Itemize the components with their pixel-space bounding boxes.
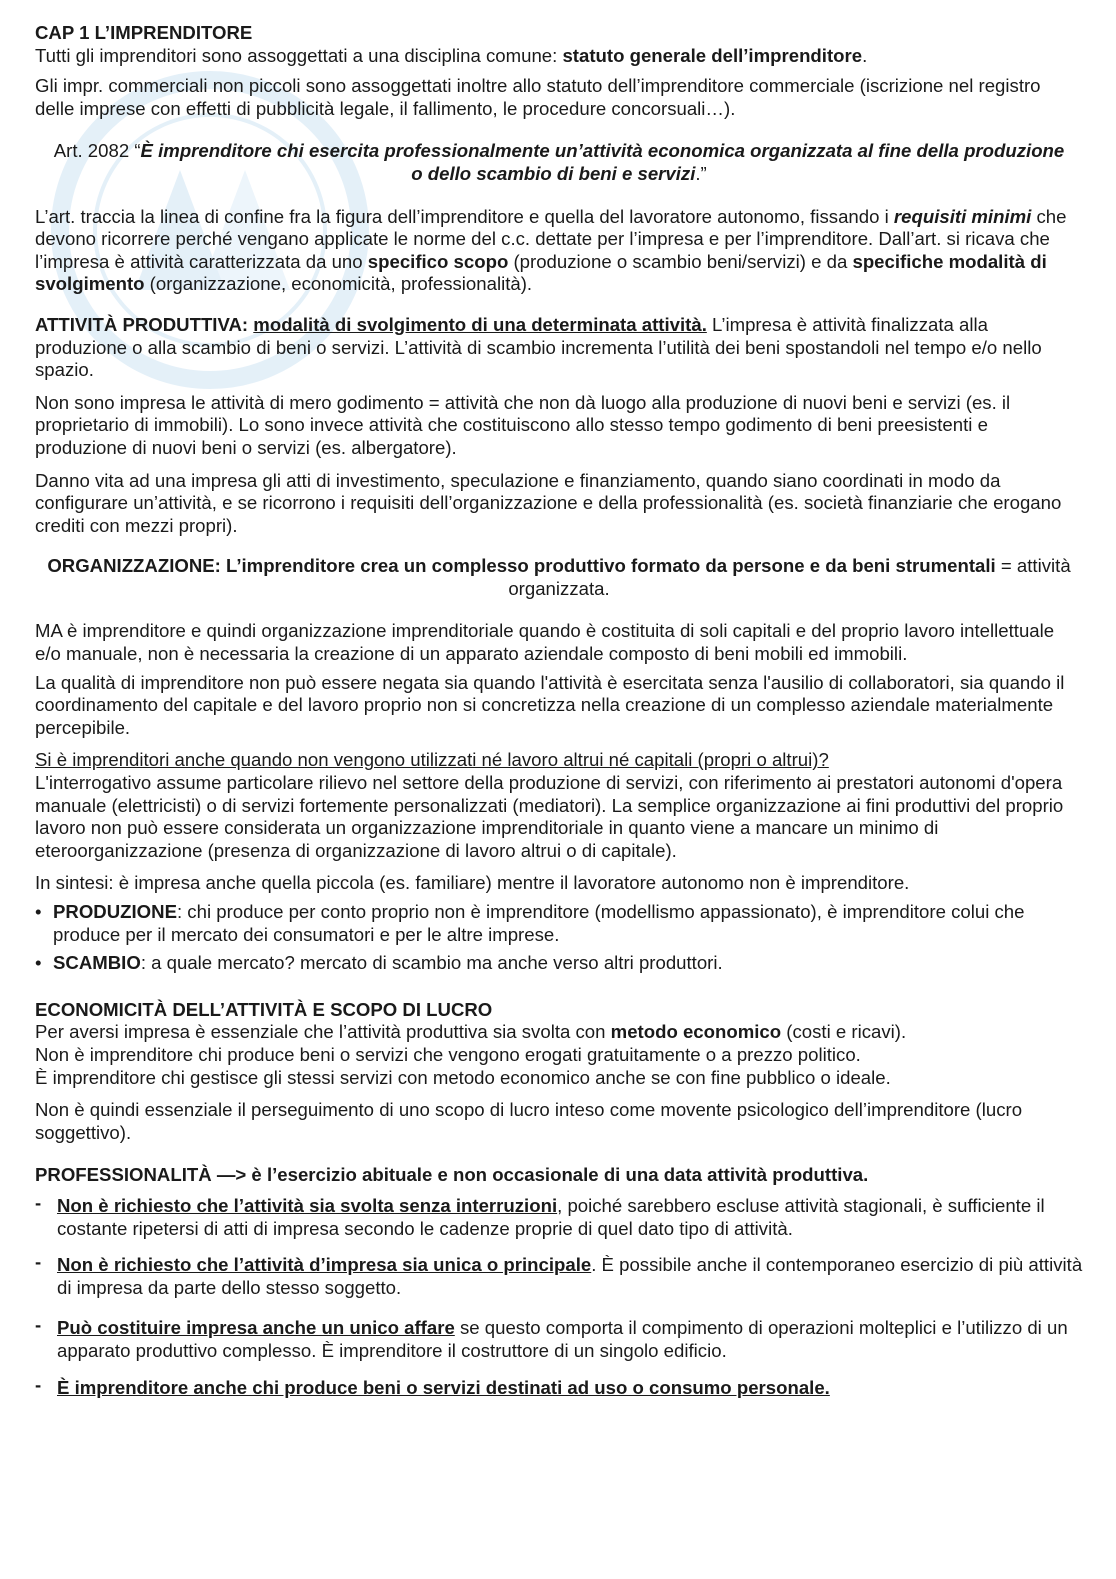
produttiva-paragraph-2: Non sono impresa le attività di mero godimento = attività che non dà luogo alla produzione di nuovi beni e servizi (es. il proprietario di immobili). Lo sono invece attività che costituiscono allo stesso tempo godimento di beni preesistenti e produzione di nuovi beni o servizi (es. albergatore). xyxy=(35,391,1011,458)
list-item: - Può costituire impresa anche un unico affare se questo comporta il compimento di operazioni molteplici e l’utilizzo di un apparato produttivo complesso. È imprenditore il costruttore di un singolo edificio. xyxy=(35,1314,1068,1361)
economicita-line-3: È imprenditore chi gestisce gli stessi servizi con metodo economico anche se con fine pubblico o ideale. xyxy=(35,1066,891,1088)
list-item: - Non è richiesto che l’attività d’impresa sia unica o principale. È possibile anche il contemporaneo esercizio di più attività di impresa da parte dello stesso soggetto. xyxy=(35,1251,1083,1298)
list-item: - Non è richiesto che l’attività sia svolta senza interruzioni, poiché sarebbero escluse attività stagionali, è sufficiente il costante ripetersi di atti di impresa secondo le cadenze proprie di quel dato tipo di attività. xyxy=(35,1191,1045,1239)
economicita-line-2: Non è imprenditore chi produce beni o servizi che vengono erogati gratuitamente o a prezzo politico. xyxy=(35,1043,861,1065)
economicita-paragraph-2: Non è quindi essenziale il perseguimento di uno scopo di lucro inteso come movente psicologico dell’imprenditore (lucro soggettivo). xyxy=(35,1099,1023,1143)
produttiva-paragraph-1: ATTIVITÀ PRODUTTIVA: modalità di svolgimento di una determinata attività. L’impresa è attività finalizzata alla produzione o alla scambio di beni o servizi. L’attività di scambio incrementa l’utilità dei beni spostandoli nel tempo e/o nello spazio. xyxy=(35,313,1042,381)
organizzazione-paragraph-2: La qualità di imprenditore non può essere negata sia quando l'attività è esercitata senza l'ausilio di collaboratori, sia quando il coordinamento del capitale e del lavoro proprio non si concretizza nella creazione di un complesso aziendale materialmente percepibile. xyxy=(35,671,1065,738)
chapter-title: CAP 1 L’IMPRENDITORE xyxy=(35,22,253,43)
document-page xyxy=(35,22,1083,1399)
list-item: - È imprenditore anche chi produce beni o servizi destinati ad uso o consumo personale. xyxy=(35,1373,830,1398)
organizzazione-summary: In sintesi: è impresa anche quella piccola (es. familiare) mentre il lavoratore autonomo non è imprenditore. xyxy=(35,872,910,894)
intro-paragraph-1: Tutti gli imprenditori sono assoggettati a una disciplina comune: statuto generale dell’imprenditore. xyxy=(35,44,868,66)
produttiva-paragraph-3: Danno vita ad una impresa gli atti di investimento, speculazione e finanziamento, quando siano coordinati in modo da configurare un’attività, e se ricorrono i requisiti dell’organizzazione e della professionalità (es. società finanziarie che erogano crediti con mezzi propri). xyxy=(35,469,1062,536)
economicita-heading: ECONOMICITÀ DELL’ATTIVITÀ E SCOPO DI LUCRO xyxy=(35,998,493,1020)
economicita-line-1: Per aversi impresa è essenziale che l’attività produttiva sia svolta con metodo economico (costi e ricavi). xyxy=(35,1021,907,1043)
professionalita-heading: PROFESSIONALITÀ —> è l’esercizio abituale e non occasionale di una data attività produttiva. xyxy=(35,1164,869,1186)
list-item: • PRODUZIONE: chi produce per conto proprio non è imprenditore (modellismo appassionato), è imprenditore colui che produce per il mercato dei consumatori e per le altre imprese. xyxy=(35,901,1025,945)
intro-paragraph-2: Gli impr. commerciali non piccoli sono assoggettati inoltre allo statuto dell’imprenditore commerciale (iscrizione nel registro delle imprese con effetti di pubblicità legale, il fallimento, le procedure concorsuali…). xyxy=(35,75,1041,119)
attivita-bullet-list xyxy=(35,901,1083,975)
organizzazione-paragraph-1: MA è imprenditore e quindi organizzazione imprenditoriale quando è costituita di soli capitali e del proprio lavoro intellettuale e/o manuale, non è necessaria la creazione di un apparato aziendale composto di beni mobili ed immobili. xyxy=(35,620,1055,665)
confine-paragraph: L’art. traccia la linea di confine fra la figura dell’imprenditore e quella del lavoratore autonomo, fissando i requisiti minimi che devono ricorrere perché vengano applicate le norme del c.c. dettate per l’impresa e per l’imprenditore. Dall’art. si ricava che l’impresa è attività caratterizzata da uno specifico scopo (produzione o scambio beni/servizi) e da specifiche modalità di svolgimento (organizzazione, economicità, professionalità). xyxy=(35,205,1067,295)
list-item: • SCAMBIO: a quale mercato? mercato di scambio ma anche verso altri produttori. xyxy=(35,952,723,974)
professionalita-dash-list xyxy=(35,1191,1083,1399)
article-2082-quote: Art. 2082 “È imprenditore chi esercita professionalmente un’attività economica organizzata al fine della produzione o dello scambio di beni e servizi.” xyxy=(53,140,1065,184)
organizzazione-heading: ORGANIZZAZIONE: L’imprenditore crea un complesso produttivo formato da persone e da beni strumentali = attività organizzata. xyxy=(47,555,1071,599)
organizzazione-question: Si è imprenditori anche quando non vengono utilizzati né lavoro altrui né capitali (propri o altrui)? xyxy=(35,749,829,771)
organizzazione-paragraph-3: L'interrogativo assume particolare rilievo nel settore della produzione di servizi, con riferimento ai prestatori autonomi d'opera manuale (elettricisti) o di servizi fortemente personalizzati (mediatori). La semplice organizzazione ai fini produttivi del proprio lavoro non può essere considerata un organizzazione imprenditoriale in quanto viene a mancare un minimo di eteroorganizzazione (presenza di organizzazione di lavoro altrui o di capitale). xyxy=(35,772,1064,861)
